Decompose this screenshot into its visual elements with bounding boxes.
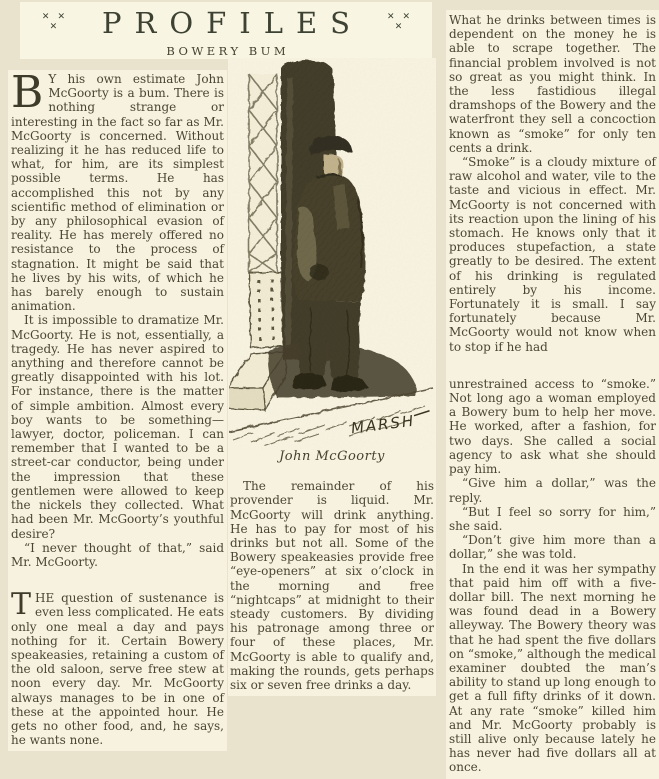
paragraph — [11, 67, 224, 314]
ornament-row — [387, 13, 410, 22]
paragraph-text: Y his own estimate John McGoorty is a bum. There is nothing strange or interesting in the fact so far as Mr. McGoorty is concerned. Without realizing it he has reduced life to what, for him, are its simplest possible terms. He has accomplished this not by any scientific method of elimination or by any philosophical evasion of reality. He has merely offered no resistance to the process of stagnation. It might be said that he lives by his wits, of which he has barely enough to sustain animation. — [11, 72, 224, 314]
column-text — [228, 479, 436, 692]
masthead — [20, 2, 432, 59]
paragraph: unrestrained access to “smoke.” Not long ago a woman employed a Bowery bum to help her move. He worked, after a fashion, for two days. She called a social agency to ask what she should pay him. — [449, 376, 656, 477]
masthead-row — [42, 6, 410, 40]
asterisk-icon: ✕ — [57, 12, 65, 22]
illustrator-signature: MARSH — [349, 411, 417, 438]
paragraph: The remainder of his provender is liquid. Mr. McGoorty will drink anything. He has to pay for most of his drinks but not all. Some of the Bowery speakeasies provide free “eye-openers” at six o’clock in the morning and free “nightcaps” at midnight to their steady customers. By dividing his patronage among three or four of these places, Mr. McGoorty is able to qualify and, making the rounds, gets perhaps six or seven free drinks a day. — [230, 479, 434, 693]
section-gap — [11, 569, 224, 591]
paragraph — [11, 587, 224, 748]
asterisk-icon: ✕ — [41, 12, 50, 22]
paragraph: “But I feel so sorry for him,” she said. — [449, 504, 656, 533]
ornament-row — [50, 23, 58, 32]
dropcap-letter: B — [11, 67, 44, 118]
paragraph: “Smoke” is a cloudy mixture of raw alcohol and water, vile to the taste and vicious in effect. Mr. McGoorty is not concerned with its reaction upon the lining of his stomach. He knows only that it produces stupefaction, a state greatly to be desired. The extent of his drinking is regulated entirely by his income. Fortunately it is small. I say fortunately because Mr. McGoorty would not know when to stop if he had — [449, 155, 656, 354]
paragraph: In the end it was her sympathy that paid him off with a five-dollar bill. The next morning he was found dead in a Bowery alleyway. The Bowery theory was that he had spent the five dollars on “smoke,” although the medical examiner doubted the man’s ability to stand up long enough to get a full fifty drinks of it down. At any rate “smoke” killed him and Mr. McGoorty probably is still alive only because lately he has never had five dollars all at once. — [449, 561, 656, 775]
paragraph: What he drinks between times is dependent on the money he is able to scrape together. The financial problem involved is not so great as you might think. In the less fastidious illegal dramshops of the Bowery and the waterfront they sell a concoction known as “smoke” for only ten cents a drink. — [449, 13, 656, 155]
paper-grain — [229, 58, 435, 450]
article-title: BOWERY BUM — [166, 43, 290, 58]
paragraph: It is impossible to dramatize Mr. McGoorty. He is not, essentially, a tragedy. He has never aspired to anything and therefore cannot be greatly disappointed with his lot. For instance, there is the matter of simple ambition. Almost every boy wants to be something—lawyer, doctor, policeman. I can remember that I wanted to be a street-car conductor, being under the impression that these gentlemen were allowed to keep the nickels they collected. What had been Mr. McGoorty’s youthful desire? — [11, 313, 224, 541]
asterisk-icon: ✕ — [387, 12, 395, 22]
dropcap-letter: T — [11, 587, 32, 623]
block-gap — [449, 354, 656, 377]
paragraph: “Don’t give him more than a dollar,” she was told. — [449, 533, 656, 562]
illustration-john-mcgoorty — [229, 58, 435, 450]
ornament-row — [42, 13, 65, 22]
ornament-asterisks-right — [387, 13, 410, 32]
asterisk-icon: ✕ — [402, 12, 411, 22]
text-column-left — [8, 67, 227, 751]
text-column-right — [446, 10, 659, 779]
section-title: PROFILES — [102, 5, 363, 40]
paragraph-text: HE question of sustenance is even less complicated. He eats only one meal a day and pays nothing for it. Certain Bowery speakeasies, retaining a custom of the old saloon, serve free stew at noon every day. Mr. McGoorty always manages to be in one of these at the appointed hour. He gets no other food, and, he says, he wants none. — [11, 591, 224, 748]
figure — [229, 58, 435, 464]
paragraph: “Give him a dollar,” was the reply. — [449, 476, 656, 505]
ornament-asterisks-left — [42, 13, 65, 32]
ornament-row — [395, 23, 403, 32]
paragraph: “I never thought of that,” said Mr. McGoorty. — [11, 540, 224, 569]
asterisk-icon: ✕ — [394, 22, 403, 32]
text-column-center — [228, 58, 436, 696]
text-block — [449, 13, 656, 354]
asterisk-icon: ✕ — [49, 22, 58, 32]
text-block — [449, 377, 656, 775]
figure-caption: John McGoorty — [279, 449, 385, 464]
